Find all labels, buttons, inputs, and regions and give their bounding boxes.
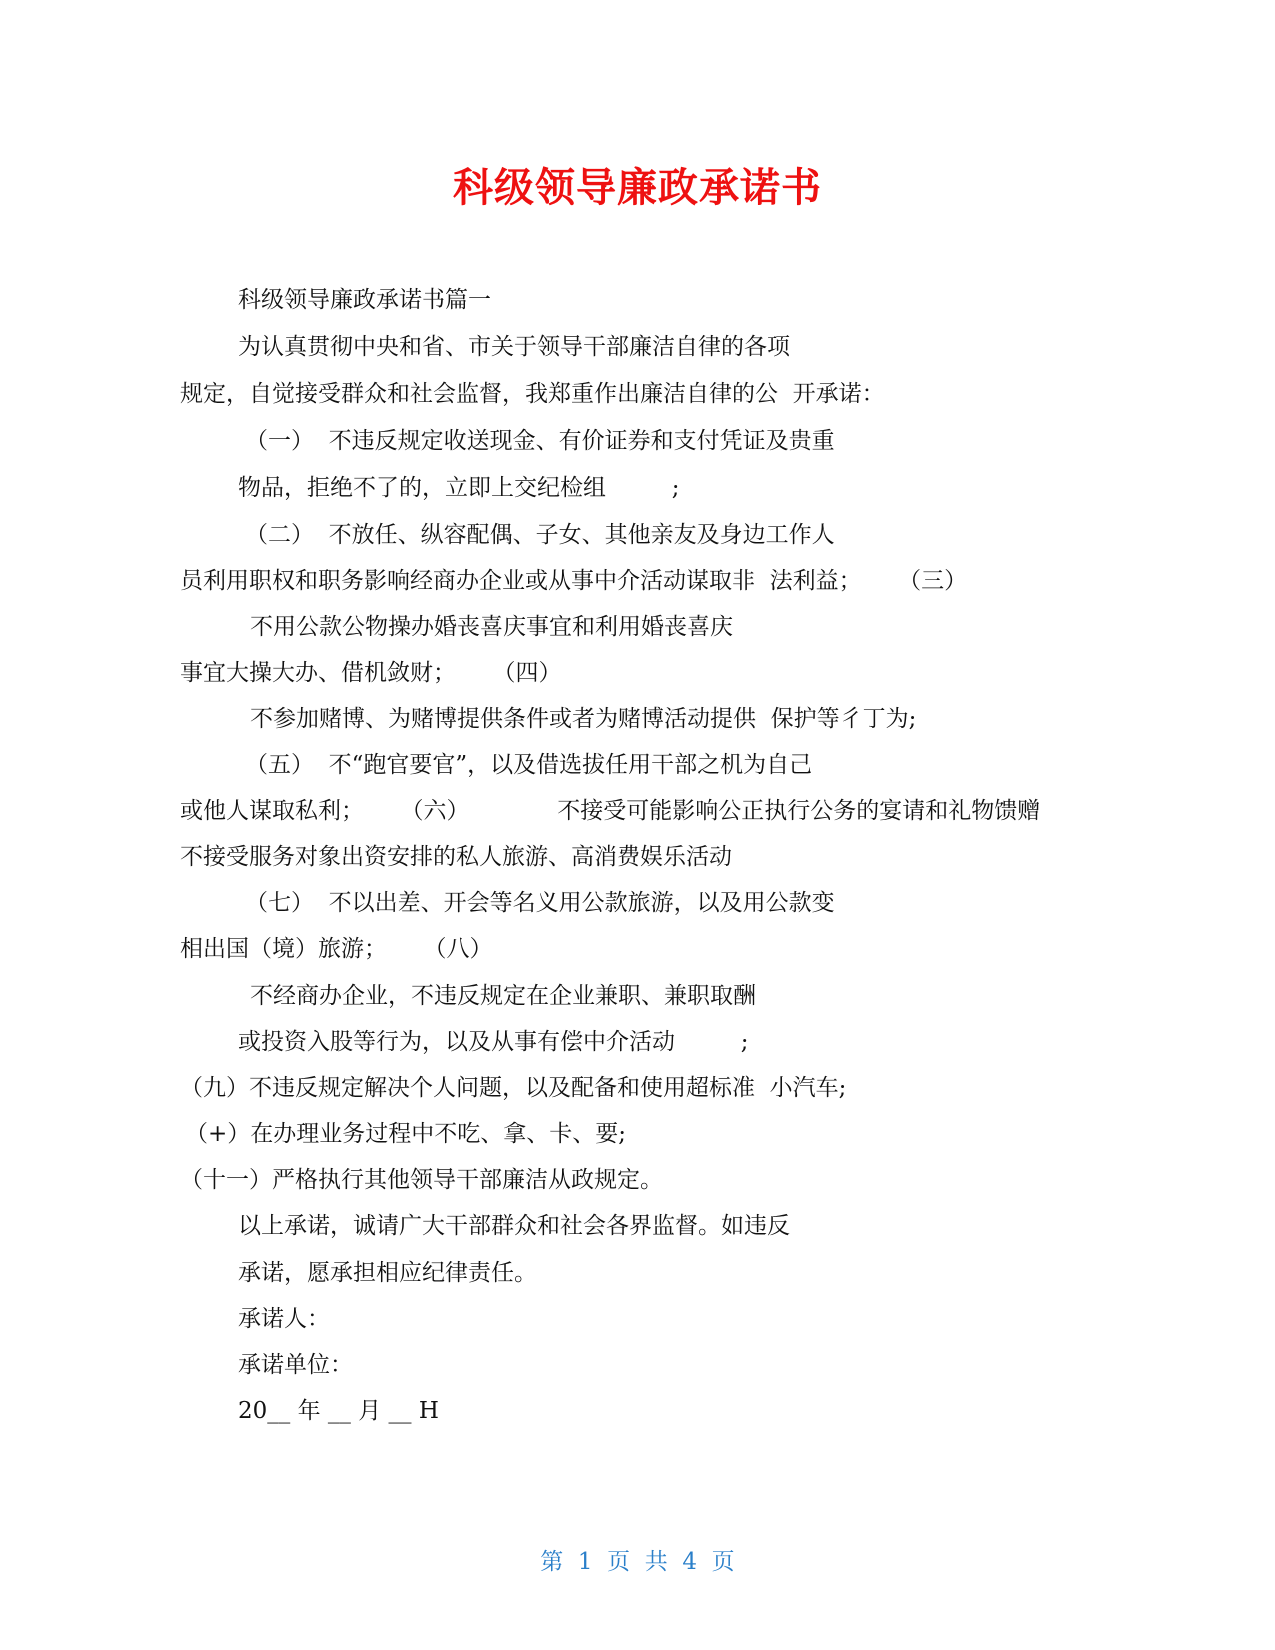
date-line: 20__ 年 __ 月 __ H: [238, 1398, 439, 1424]
body-line: （七） 不以出差、开会等名义用公款旅游，以及用公款变: [245, 890, 835, 916]
body-line: 或投资入股等行为，以及从事有偿中介活动 ;: [238, 1029, 749, 1055]
body-line: 不经商办企业，不违反规定在企业兼职、兼职取酬: [250, 983, 756, 1009]
signer-unit-label: 承诺单位：: [238, 1352, 353, 1378]
body-line: 不参加赌博、为赌博提供条件或者为赌博活动提供 保护等彳丁为;: [250, 706, 917, 732]
body-line: 不用公款公物操办婚丧喜庆事宜和利用婚丧喜庆: [250, 614, 733, 640]
document-title: 科级领导廉政承诺书: [453, 165, 822, 211]
body-line: 员利用职权和职务影响经商办企业或从事中介活动谋取非 法利益； （三）: [180, 568, 968, 594]
body-line: 或他人谋取私利； （六） 不接受可能影响公正执行公务的宴请和礼物馈赠: [180, 798, 1041, 824]
body-line: 不接受服务对象出资安排的私人旅游、高消费娱乐活动: [180, 844, 732, 870]
body-line: （九）不违反规定解决个人问题，以及配备和使用超标准 小汽车;: [180, 1075, 847, 1101]
body-line: （五） 不“跑官要官”，以及借选拔任用干部之机为自己: [245, 752, 813, 778]
body-line: 物品，拒绝不了的，立即上交纪检组 ;: [238, 475, 680, 501]
body-line: 事宜大操大办、借机敛财； （四）: [180, 660, 562, 686]
section-heading: 科级领导廉政承诺书篇一: [238, 287, 491, 313]
body-line: 为认真贯彻中央和省、市关于领导干部廉洁自律的各项: [238, 334, 790, 360]
body-line: （一） 不违反规定收送现金、有价证券和支付凭证及贵重: [245, 428, 835, 454]
body-line: 规定，自觉接受群众和社会监督，我郑重作出廉洁自律的公 开承诺：: [180, 381, 885, 407]
body-line: 相出国（境）旅游； （八）: [180, 936, 493, 962]
page-number: 第 1 页 共 4 页: [540, 1549, 735, 1575]
signer-label: 承诺人：: [238, 1306, 330, 1332]
body-line: 以上承诺，诚请广大干部群众和社会各界监督。如违反: [238, 1213, 790, 1239]
body-line: 承诺，愿承担相应纪律责任。: [238, 1260, 537, 1286]
body-line: （+）在办理业务过程中不吃、拿、卡、要;: [185, 1121, 627, 1147]
body-line: （十一）严格执行其他领导干部廉洁从政规定。: [180, 1167, 663, 1193]
body-line: （二） 不放任、纵容配偶、子女、其他亲友及身边工作人: [245, 522, 835, 548]
